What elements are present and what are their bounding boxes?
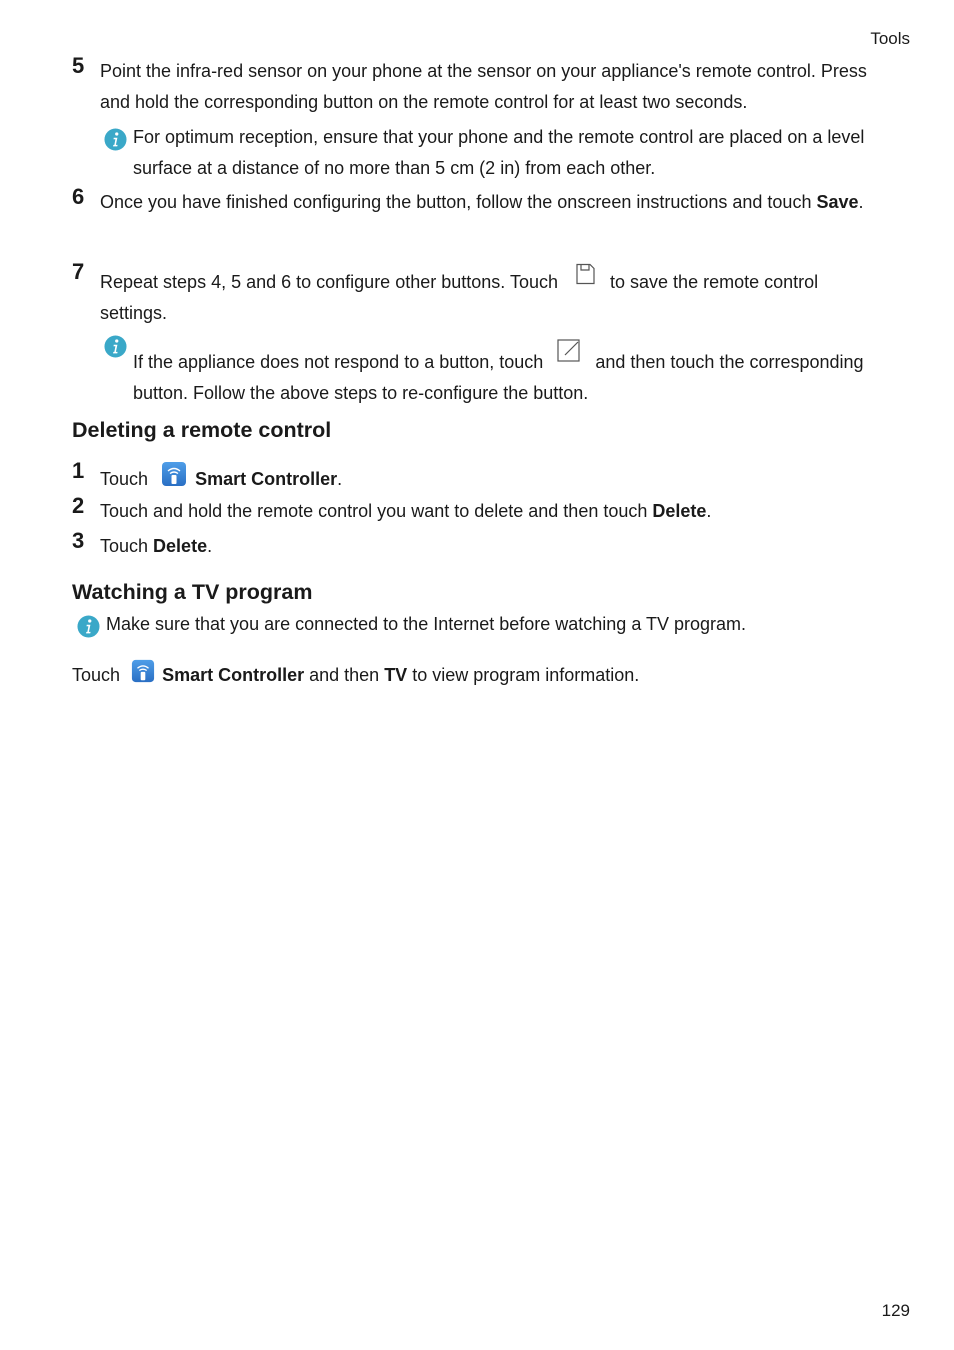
step-7 — [72, 259, 882, 329]
deleting-heading: Deleting a remote control — [72, 418, 332, 442]
info-icon — [104, 128, 127, 151]
delete-step-3 — [72, 528, 882, 562]
step-text-part: . — [337, 469, 343, 489]
step-text-part: . — [858, 192, 864, 212]
body-text-part: and then — [304, 665, 385, 685]
save-label: Save — [816, 192, 859, 212]
note-text: Make sure that you are connected to the Internet before watching a TV program. — [106, 614, 747, 634]
note-text — [133, 338, 884, 409]
step-number: 5 — [72, 53, 85, 78]
note-internet — [77, 609, 857, 640]
page-number: 129 — [881, 1301, 910, 1320]
step-text — [100, 496, 882, 527]
step-text-part: Touch and hold the remote control you want to delete and then touch — [100, 501, 653, 521]
step-text — [100, 262, 882, 329]
delete-step-1 — [72, 458, 882, 495]
delete-label: Delete — [652, 501, 707, 521]
step-text-part: Once you have finished configuring the button, follow the onscreen instructions and touch — [100, 192, 817, 212]
smart-controller-app-icon — [161, 461, 187, 487]
note-no-response — [104, 338, 884, 409]
delete-label: Delete — [153, 536, 208, 556]
step-text-part: to save the remote control settings. — [100, 272, 819, 323]
step-text-part: Repeat steps 4, 5 and 6 to configure other buttons. Touch — [100, 272, 558, 292]
note-text: For optimum reception, ensure that your phone and the remote control are placed on a level surface at a distance of no more than 5 cm (2 in) from each other. — [133, 127, 865, 178]
step-6 — [72, 184, 882, 218]
edit-icon — [556, 338, 582, 364]
watching-instruction — [72, 659, 639, 691]
tv-label: TV — [384, 665, 408, 685]
step-number: 1 — [72, 458, 85, 483]
step-text — [100, 461, 882, 495]
watching-heading: Watching a TV program — [72, 580, 313, 604]
note-text-part: If the appliance does not respond to a button, touch — [133, 352, 544, 372]
info-icon — [77, 615, 100, 638]
save-icon — [573, 262, 597, 286]
body-text-part: Touch — [72, 665, 121, 685]
step-text-part: . — [207, 536, 213, 556]
section-label: Tools — [870, 29, 910, 48]
info-icon — [104, 335, 127, 358]
step-5 — [72, 53, 882, 118]
note-text-part: and then touch the corresponding button. Follow the above steps to re-configure the button. — [133, 352, 864, 403]
step-text-part: . — [706, 501, 712, 521]
step-text — [100, 187, 882, 218]
step-number: 6 — [72, 184, 85, 209]
step-number: 2 — [72, 493, 85, 518]
step-text-part: Touch — [100, 469, 149, 489]
note-reception — [104, 122, 884, 184]
smart-controller-label: Smart Controller — [195, 469, 338, 489]
delete-step-2 — [72, 493, 882, 527]
step-text-part: Touch — [100, 536, 154, 556]
step-number: 7 — [72, 259, 85, 284]
body-text-part: to view program information. — [407, 665, 640, 685]
step-text: Point the infra-red sensor on your phone at the sensor on your appliance's remote control. Press and hold the corresponding button on the remote control for at least two seconds. — [100, 61, 867, 112]
smart-controller-label: Smart Controller — [162, 665, 305, 685]
step-text — [100, 531, 882, 562]
smart-controller-app-icon — [131, 659, 155, 683]
step-number: 3 — [72, 528, 85, 553]
